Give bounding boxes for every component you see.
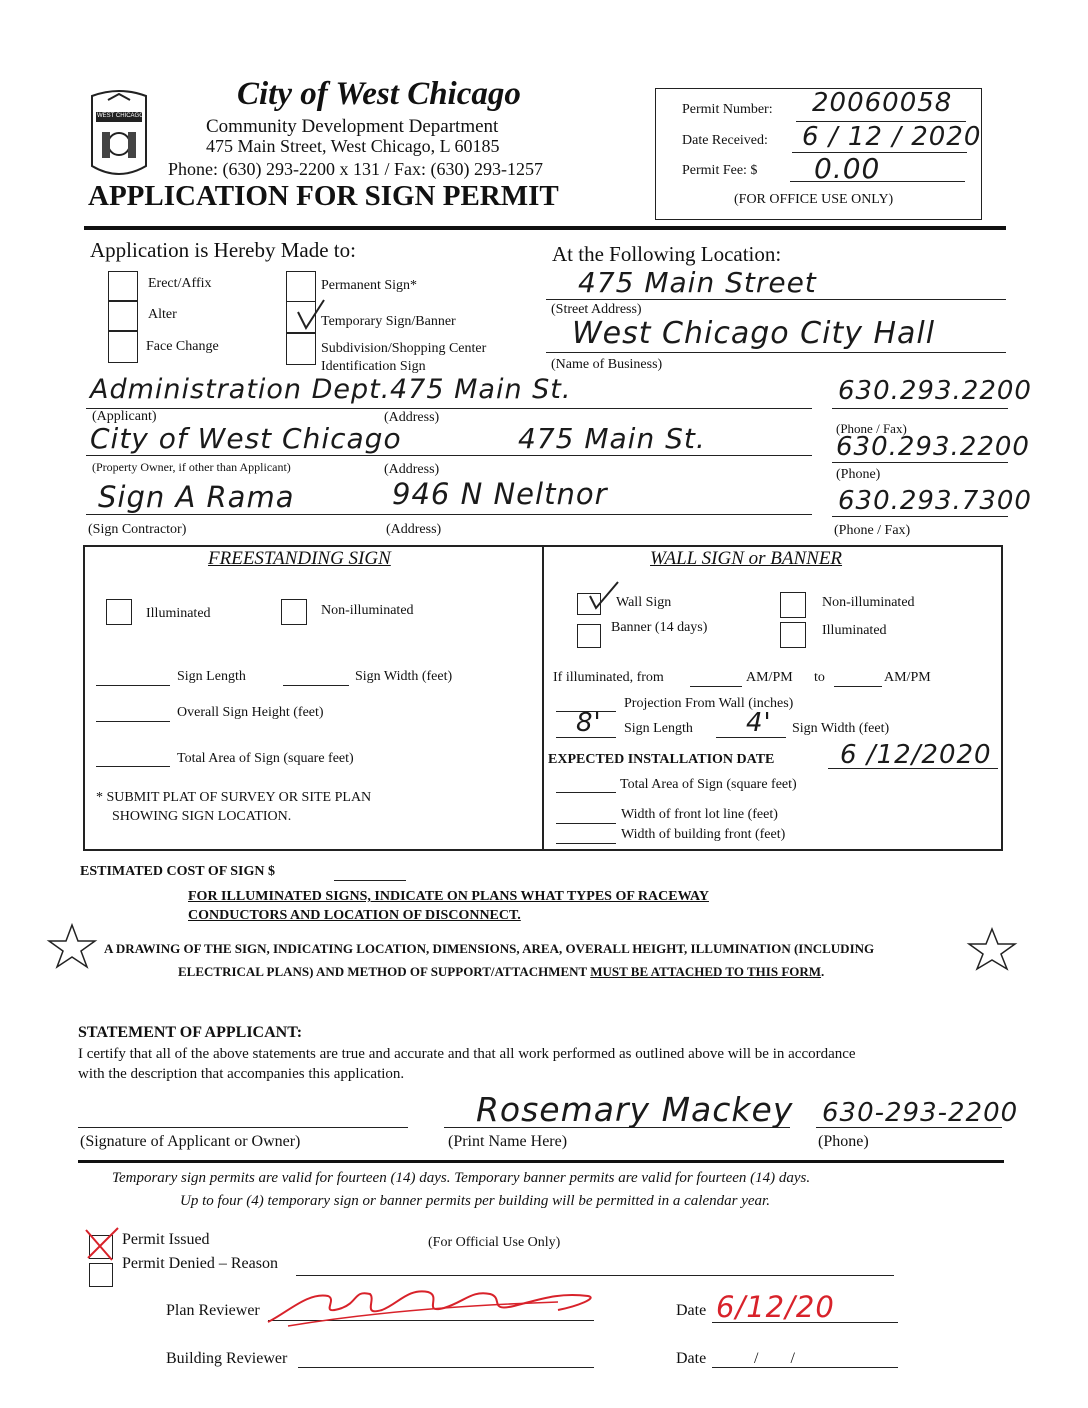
official-use-label: (For Official Use Only) (428, 1235, 561, 1250)
building-reviewer-label: Building Reviewer (166, 1350, 288, 1367)
subdivision-sign-checkbox[interactable] (286, 333, 316, 365)
street-address-label: (Street Address) (551, 302, 642, 317)
owner-label: (Property Owner, if other than Applicant) (92, 460, 291, 474)
star-icon (966, 926, 1018, 972)
red-x-icon (82, 1226, 124, 1264)
phone-label: (Phone) (818, 1133, 869, 1150)
logo-text: WEST CHICAGO (97, 113, 144, 119)
fs-submit-note-2: SHOWING SIGN LOCATION. (112, 809, 292, 824)
estimated-cost-line (334, 880, 406, 881)
estimated-cost-label: ESTIMATED COST OF SIGN $ (80, 864, 276, 879)
header-divider (84, 226, 1006, 230)
city-name: City of West Chicago (237, 76, 521, 112)
statement-line-2: with the description that accompanies this application. (78, 1066, 405, 1082)
expected-date-label: EXPECTED INSTALLATION DATE (548, 752, 775, 767)
to-time-line (834, 686, 882, 687)
freestanding-title: FREESTANDING SIGN (208, 548, 391, 569)
contractor-address-value: 946 N Neltnor (392, 477, 608, 511)
owner-phone-value: 630.293.2200 (836, 432, 1030, 462)
wall-sign-label: Wall Sign (616, 595, 672, 610)
alter-checkbox[interactable] (108, 301, 138, 331)
building-date-value: / / (754, 1350, 795, 1367)
building-reviewer-line (298, 1367, 594, 1368)
statement-title: STATEMENT OF APPLICANT: (78, 1024, 303, 1041)
star-icon (46, 922, 98, 970)
applicant-value: Administration Dept. (90, 374, 391, 405)
fs-non-illuminated-label: Non-illuminated (321, 603, 414, 618)
plan-reviewer-label: Plan Reviewer (166, 1302, 260, 1319)
permit-fee-label: Permit Fee: $ (682, 163, 758, 178)
contractor-address-label: (Address) (386, 522, 442, 537)
business-name-label: (Name of Business) (551, 357, 663, 372)
permit-fee-value: 0.00 (814, 152, 881, 185)
street-address-line (546, 299, 1006, 300)
temporary-note-2: Up to four (4) temporary sign or banner permits per building will be permitted in a calendar year. (180, 1193, 770, 1209)
fs-total-area-line (96, 766, 170, 767)
department-address: 475 Main Street, West Chicago, L 60185 (206, 136, 500, 156)
business-name-value: West Chicago City Hall (572, 316, 936, 351)
erect-checkbox[interactable] (108, 271, 138, 301)
wall-illuminated-label: Illuminated (822, 623, 887, 638)
applicant-phone-line (832, 408, 1008, 409)
projection-label: Projection From Wall (inches) (624, 696, 794, 711)
drawing-note-2 (178, 964, 824, 980)
drawing-note-1: A DRAWING OF THE SIGN, INDICATING LOCATION, DIMENSIONS, AREA, OVERALL HEIGHT, ILLUMINATION (INCLUDING (104, 941, 875, 956)
face-change-label: Face Change (146, 339, 219, 354)
fs-illuminated-label: Illuminated (146, 606, 211, 621)
applicant-label: (Applicant) (92, 409, 157, 424)
subdivision-sign-label: Subdivision/Shopping Center (321, 341, 487, 356)
building-front-line (556, 843, 616, 844)
temporary-note-1: Temporary sign permits are valid for fourteen (14) days. Temporary banner permits are valid for fourteen (14) days. (112, 1170, 811, 1186)
signature-line (78, 1127, 408, 1128)
to-label: to (814, 670, 825, 685)
statement-divider (78, 1160, 1004, 1163)
wall-total-area-line (556, 792, 616, 793)
permanent-sign-label: Permanent Sign* (321, 278, 418, 293)
applicant-phone-value: 630.293.2200 (838, 376, 1032, 406)
owner-value: City of West Chicago (90, 422, 402, 455)
from-time-line (690, 686, 742, 687)
banner-label: Banner (14 days) (611, 620, 708, 635)
wall-width-value: 4' (746, 708, 772, 738)
contractor-value: Sign A Rama (98, 480, 295, 514)
wall-title: WALL SIGN or BANNER (650, 548, 843, 569)
fs-non-illuminated-checkbox[interactable] (281, 599, 307, 625)
application-made-to-label: Application is Hereby Made to: (90, 238, 356, 262)
wall-total-area-label: Total Area of Sign (square feet) (620, 777, 797, 792)
owner-address-label: (Address) (384, 462, 440, 477)
wall-non-illuminated-label: Non-illuminated (822, 595, 915, 610)
fs-overall-height-line (96, 721, 170, 722)
wall-length-label: Sign Length (624, 721, 693, 736)
department-phone: Phone: (630) 293-2200 x 131 / Fax: (630) 293-1257 (168, 159, 543, 179)
ampm-to-label: AM/PM (884, 670, 931, 685)
fs-total-area-label: Total Area of Sign (square feet) (177, 751, 354, 766)
front-lot-line (556, 823, 616, 824)
plan-date-value: 6/12/20 (716, 1290, 835, 1324)
contractor-phone-line (832, 516, 1008, 517)
plan-date-label: Date (676, 1302, 707, 1319)
contractor-phone-value: 630.293.7300 (838, 486, 1032, 516)
applicant-phone-label: (Phone / Fax) (836, 421, 907, 436)
location-label: At the Following Location: (552, 242, 782, 266)
building-front-label: Width of building front (feet) (621, 827, 786, 842)
owner-line (86, 455, 812, 456)
print-name-value: Rosemary Mackey (476, 1090, 794, 1129)
fs-sign-length-label: Sign Length (177, 669, 246, 684)
permit-denied-label: Permit Denied – Reason (122, 1255, 278, 1272)
fs-sign-width-label: Sign Width (feet) (355, 669, 453, 684)
wall-width-label: Sign Width (feet) (792, 721, 890, 736)
front-lot-label: Width of front lot line (feet) (621, 807, 778, 822)
office-use-note: (FOR OFFICE USE ONLY) (734, 192, 894, 207)
building-date-line (712, 1367, 898, 1368)
business-name-line (546, 352, 1006, 353)
contractor-label: (Sign Contractor) (88, 522, 187, 537)
owner-phone-line (832, 462, 1008, 463)
illuminated-note-2: CONDUCTORS AND LOCATION OF DISCONNECT. (188, 908, 521, 923)
fs-illuminated-checkbox[interactable] (106, 599, 132, 625)
fs-sign-length-line (96, 685, 170, 686)
permit-number-value: 20060058 (812, 88, 953, 118)
owner-phone-label: (Phone) (836, 467, 881, 482)
permit-number-label: Permit Number: (682, 102, 773, 117)
print-name-label: (Print Name Here) (448, 1133, 568, 1150)
permit-denied-checkbox[interactable] (89, 1263, 113, 1287)
drawing-note-2c: . (821, 964, 825, 979)
building-date-label: Date (676, 1350, 707, 1367)
statement-line-1: I certify that all of the above statements are true and accurate and that all work performed as outlined above will be in accordance (78, 1046, 856, 1062)
drawing-note-2b: MUST BE ATTACHED TO THIS FORM (590, 964, 822, 979)
banner-checkbox[interactable] (577, 624, 601, 648)
fs-overall-height-label: Overall Sign Height (feet) (177, 705, 324, 720)
face-change-checkbox[interactable] (108, 331, 138, 363)
applicant-address-value: 475 Main St. (390, 374, 572, 405)
wall-length-value: 8' (576, 708, 602, 738)
identification-sign-label: Identification Sign (321, 359, 426, 374)
drawing-note-2a: ELECTRICAL PLANS) AND METHOD OF SUPPORT/ATTACHMENT (178, 964, 591, 979)
reviewer-signature-icon (258, 1282, 610, 1334)
city-logo (88, 86, 150, 182)
contractor-line (86, 514, 812, 515)
wall-non-illuminated-checkbox[interactable] (780, 592, 806, 618)
applicant-address-label: (Address) (384, 410, 440, 425)
alter-label: Alter (148, 307, 177, 322)
permit-issued-label: Permit Issued (122, 1231, 210, 1248)
fs-submit-note-1: * SUBMIT PLAT OF SURVEY OR SITE PLAN (96, 790, 372, 805)
wall-illuminated-checkbox[interactable] (780, 622, 806, 648)
contractor-phone-label: (Phone / Fax) (834, 523, 911, 538)
owner-address-value: 475 Main St. (518, 422, 706, 455)
street-address-value: 475 Main Street (578, 266, 817, 299)
signature-label: (Signature of Applicant or Owner) (80, 1133, 301, 1150)
applicant-line (86, 408, 812, 409)
date-received-label: Date Received: (682, 133, 768, 148)
illuminated-note-1: FOR ILLUMINATED SIGNS, INDICATE ON PLANS WHAT TYPES OF RACEWAY (188, 889, 709, 904)
date-received-value: 6 / 12 / 2020 (802, 122, 982, 152)
fs-sign-width-line (283, 685, 349, 686)
department-name: Community Development Department (206, 116, 499, 137)
denied-reason-line (296, 1275, 894, 1276)
ampm-from-label: AM/PM (746, 670, 793, 685)
temporary-sign-label: Temporary Sign/Banner (321, 314, 456, 329)
expected-date-value: 6 /12/2020 (840, 740, 992, 770)
if-illuminated-label: If illuminated, from (553, 670, 664, 685)
form-title: APPLICATION FOR SIGN PERMIT (88, 180, 559, 212)
erect-label: Erect/Affix (148, 276, 212, 291)
applicant-phone-signed: 630-293-2200 (822, 1098, 1019, 1128)
